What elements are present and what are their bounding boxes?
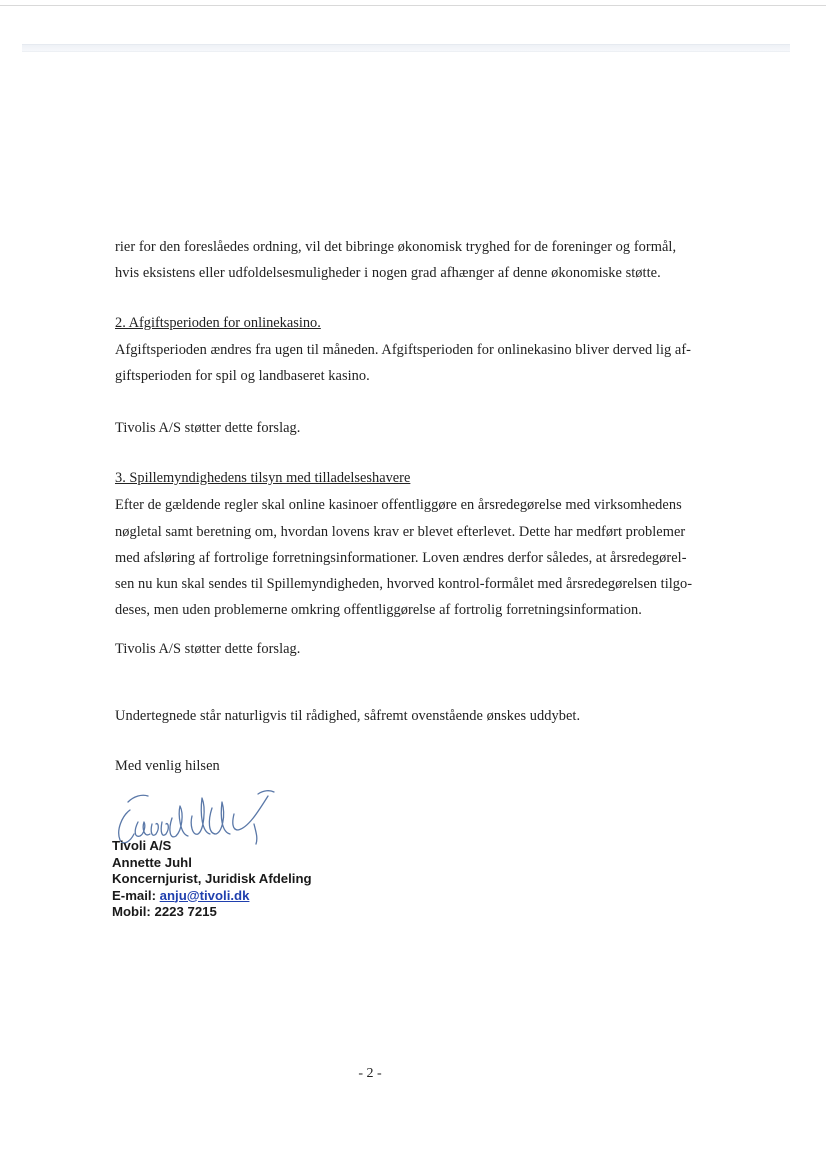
section-3-heading: 3. Spillemyndighedens tilsyn med tilladelseshavere xyxy=(115,470,411,486)
intro-line-2: hvis eksistens eller udfoldelsesmuligheder i nogen grad afhænger af denne økonomiske støtte. xyxy=(115,265,661,281)
email-link[interactable]: anju@tivoli.dk xyxy=(159,887,250,903)
signature-block xyxy=(112,838,312,921)
section-2-heading: 2. Afgiftsperioden for onlinekasino. xyxy=(115,315,321,331)
section-3-line-1: Efter de gældende regler skal online kasinoer offentliggøre en årsredegørelse med virksomhedens xyxy=(115,497,682,513)
section-3-line-2: nøgletal samt beretning om, hvordan lovens krav er blevet efterlevet. Dette har medført problemer xyxy=(115,524,686,540)
page-number: - 2 - xyxy=(358,1066,382,1081)
signature-email-row xyxy=(112,888,312,905)
signature-company: Tivoli A/S xyxy=(112,838,172,853)
support-statement-1: Tivolis A/S støtter dette forslag. xyxy=(115,420,301,436)
greeting: Med venlig hilsen xyxy=(115,758,220,774)
intro-line-1: rier for den foreslåedes ordning, vil det bibringe økonomisk tryghed for de foreninger og formål, xyxy=(115,239,677,255)
email-label: E-mail: xyxy=(112,887,160,903)
section-2-line-2: giftsperioden for spil og landbaseret kasino. xyxy=(115,368,370,384)
section-2-line-1: Afgiftsperioden ændres fra ugen til måneden. Afgiftsperioden for onlinekasino bliver derved lig af- xyxy=(115,342,692,358)
support-statement-2: Tivolis A/S støtter dette forslag. xyxy=(115,641,301,657)
signature-name: Annette Juhl xyxy=(112,854,192,870)
section-3-line-4: sen nu kun skal sendes til Spillemyndigheden, hvorved kontrol-formålet med årsredegørelsen tilgo- xyxy=(115,576,693,592)
signature-mobile: Mobil: 2223 7215 xyxy=(112,904,217,919)
closing-offer: Undertegnede står naturligvis til rådighed, såfremt ovenstående ønskes uddybet. xyxy=(115,708,581,724)
section-3-line-5: deses, men uden problemerne omkring offentliggørelse af fortrolig forretningsinformation. xyxy=(115,602,642,618)
section-3-line-3: med afsløring af fortrolige forretningsinformationer. Loven ændres derfor således, at årsredegørel- xyxy=(115,550,687,566)
signature-title: Koncernjurist, Juridisk Afdeling xyxy=(112,871,312,886)
